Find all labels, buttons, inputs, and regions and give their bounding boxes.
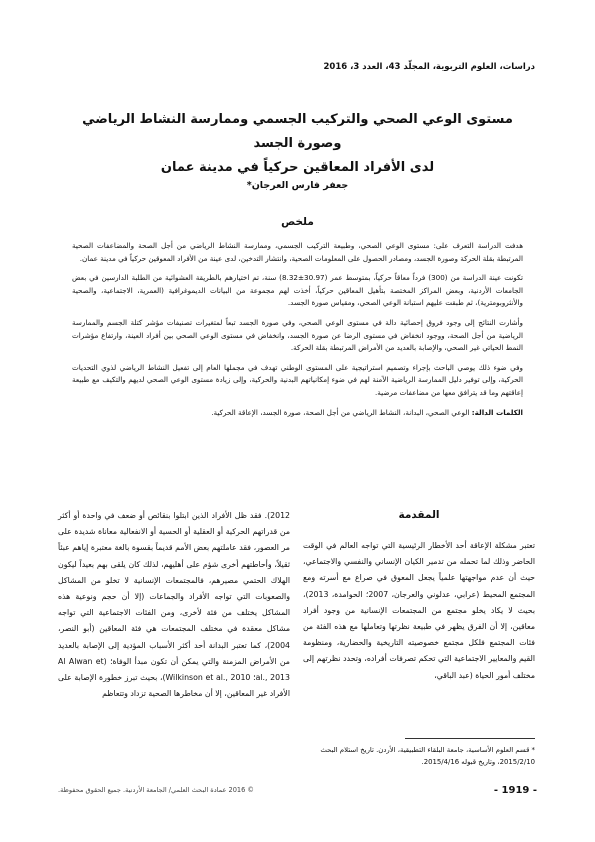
abstract-body: [72, 240, 523, 426]
author-name: جعفر فارس العرجان*: [246, 180, 349, 191]
keywords: [72, 407, 523, 420]
paper-title: [60, 108, 535, 180]
keywords-label: الكلمات الدالة:: [471, 407, 523, 417]
intro-paragraph-left: 2012). فقد ظل الأفراد الذين ابتلوا بنقائص أو ضعف في واحدة أو أكثر من قدراتهم الحركية أو العقلية أو الحسية أو الانفعالية معاناة شديدة على مر العصور، فقد عاملتهم بعض الأمم قديماً بقسوة بالغة معتبرة إياهم عبئاً ثقيلاً، وأحاطتهم أخرى شؤم على أهليهم، لذلك كان يلقى بهم بعيداً ليكون الهلاك الحتمي مصيرهم، فالمجتمعات الإنسانية لا تخلو من المشاكل والصعوبات التي تواجه الأفراد والجماعات (إلا أن حجم ونوعية هذه المشاكل يختلف من فئة لأخرى، ومن الفئات الاجتماعية التي تواجه مشاكل معقدة في مختلف المجتمعات هي فئة المعاقين (أبو النصر، 2004)، كما تعتبر البدانة أحد أكثر الأسباب المؤدية إلى الإصابة بالعديد من الأمراض المزمنة والتي يمكن أن تكون مبدأ الوفاة؛ (Al Alwan et al., 2013؛ Wilkinson et al., 2010)، بحيث تبرز خطورة الإصابة على الأفراد غير المعاقين، إلا أن مخاطرها الصحية تزداد وتتعاظم: [58, 511, 290, 699]
intro-column-left: [58, 508, 290, 702]
intro-heading: المقدمة: [398, 509, 440, 521]
keywords-list: الوعي الصحي، البدانة، النشاط الرياضي من أجل الصحة، صورة الجسد، الإعاقة الحركية.: [211, 407, 470, 417]
intro-paragraph-right: تعتبر مشكلة الإعاقة أحد الأخطار الرئيسية التي تواجه العالم في الوقت الحاضر وذلك لما تحمله من تدمير الكيان الإنساني والنفسي والاجتماعي، حيث أن عدم مواجهتها علمياً يجعل المعوق في صراع مع أسرته ومع المجتمع المحيط (عرابي، عدلوني والعرجان، 2007؛ الحوامدة، 2013)، بحيث لا يكاد يخلو مجتمع من المجتمعات الإنسانية من وجود أفراد معاقين، إلا أن الفرق يظهر في طبيعة نظرتها وتعاملها مع هذه الفئة من فئات المجتمع فلكل مجتمع خصوصيته التاريخية والحضارية، ومنظومة القيم والمعايير الاجتماعية التي تحكم تصرفات أفراده، وتحدد نظرتهم إلى مختلف أمور الحياة (عبد الباقي،: [303, 541, 536, 680]
journal-header: دراسات، العلوم التربوية، المجلّد 43، العدد 3، 2016: [323, 62, 535, 72]
abstract-paragraph-3: وأشارت النتائج إلى وجود فروق إحصائية دالة في مستوى الوعي الصحي، وفي صورة الجسد تبعاً لمتغيرات تصنيفات مؤشر كتلة الجسم والممارسة الرياضية من أجل الصحة، ووجود انخفاض في مستوى الرضا عن صورة الجسد، وانخفاض في مستوى الوعي الصحي بين أفراد العينة، وارتفاع مؤشرات النمط الحياتي غير الصحي، والإصابة بالعديد من الأمراض المرتبطة بقلة الحركة.: [72, 317, 523, 353]
abstract-paragraph-4: وفي ضوء ذلك يوصي الباحث بإجراء وتصميم استراتيجية على المستوى الوطني تهدف في مجملها العام إلى تفعيل النشاط الرياضي لذوي التحديات الحركية، وإلى توفير دليل الممارسة الرياضية الآمنة لهم في ضوء إمكانياتهم البدنية والحركية، وإلى زيادة مستوى الوعي الصحي لديهم والتكيف مع طبيعة إعاقتهم وما قد يترافق معها من مضاعفات مرضية.: [72, 362, 523, 397]
copyright-notice: © 2016 عمادة البحث العلمي/ الجامعة الأردنية. جميع الحقوق محفوظة.: [58, 786, 254, 794]
abstract-heading: ملخص: [281, 216, 314, 228]
footnote-divider: [405, 738, 535, 739]
abstract-paragraph-1: هدفت الدراسة التعرف على: مستوى الوعي الصحي، وطبيعة التركيب الجسمي، وممارسة النشاط الرياضي من أجل الصحة والمضاعفات الصحية المرتبطة بقلة الحركة وصورة الجسد، ومصادر الحصول على المعلومات الصحية، وانتشار التدخين، لدى عينة من الأفراد المعوقين حركياً في مدينة عمان.: [72, 241, 523, 263]
page-number: - 1919 -: [493, 784, 537, 796]
intro-column-right: [303, 508, 535, 684]
page-footer: [58, 782, 537, 798]
abstract-paragraph-2: تكونت عينة الدراسة من (300) فرداً معاقاً حركياً، بمتوسط عمر (30.97±8.32) سنة، تم اختيارهم بالطريقة العشوائية من الطلبة الدارسين في بعض الجامعات الأردنية، وبعض المراكز المختصة بتأهيل المعاقين حركياً، أخذت لهم مجموعة من البيانات الديموغرافية (العمرية، الاجتماعية، والصحية والأنثروبومترية)، ثم طبقت عليهم استبانة الوعي الصحي، ومقياس صورة الجسد.: [72, 273, 523, 308]
author-footnote: * قسم العلوم الأساسية، جامعة البلقاء التطبيقية، الأردن. تاريخ استلام البحث 2015/2/10، وتاريخ قبوله 2015/4/16.: [320, 746, 535, 766]
title-line-2: لدى الأفراد المعاقين حركياً في مدينة عمان: [160, 160, 435, 175]
title-line-1: مستوى الوعي الصحي والتركيب الجسمي وممارسة النشاط الرياضي وصورة الجسد: [82, 112, 513, 151]
